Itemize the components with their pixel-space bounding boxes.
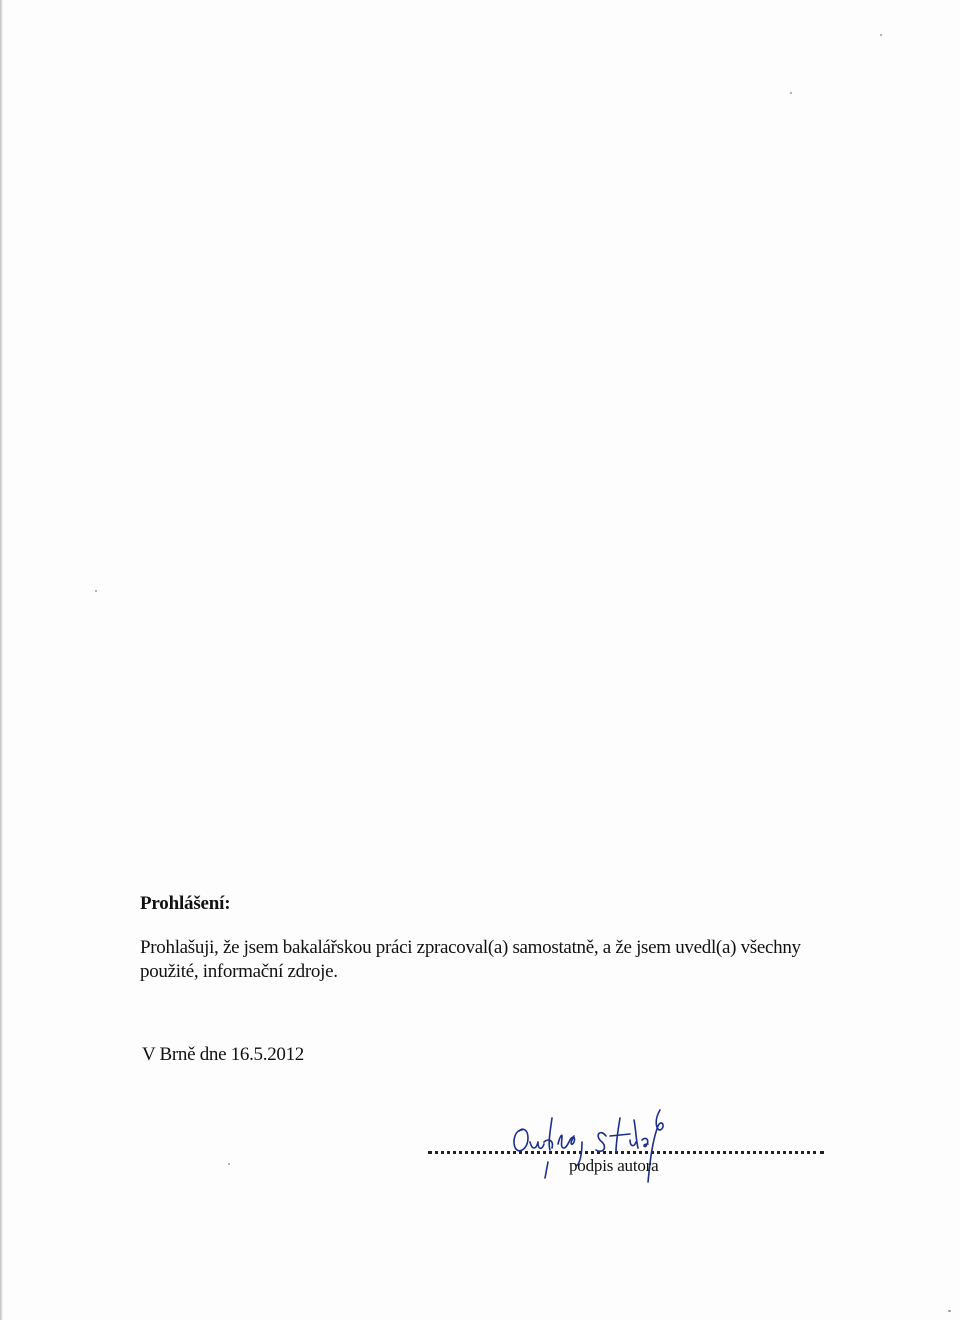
- place-date: V Brně dne 16.5.2012: [142, 1044, 304, 1065]
- declaration-line-2: použité, informační zdroje.: [140, 961, 338, 982]
- scan-speck: [790, 92, 792, 94]
- handwritten-signature: [500, 1100, 700, 1190]
- declaration-text: [140, 936, 840, 984]
- signature-label: podpis autora: [569, 1156, 659, 1175]
- scan-speck: [880, 34, 882, 36]
- scan-speck: [95, 590, 97, 592]
- scan-speck: [948, 1310, 951, 1312]
- scan-speck: [228, 1163, 230, 1165]
- declaration-line-1: Prohlašuji, že jsem bakalářskou práci zpracoval(a) samostatně, a že jsem uvedl(a) všechny: [140, 937, 801, 958]
- declaration-heading: Prohlášení:: [140, 893, 231, 914]
- scan-edge: [0, 0, 3, 1320]
